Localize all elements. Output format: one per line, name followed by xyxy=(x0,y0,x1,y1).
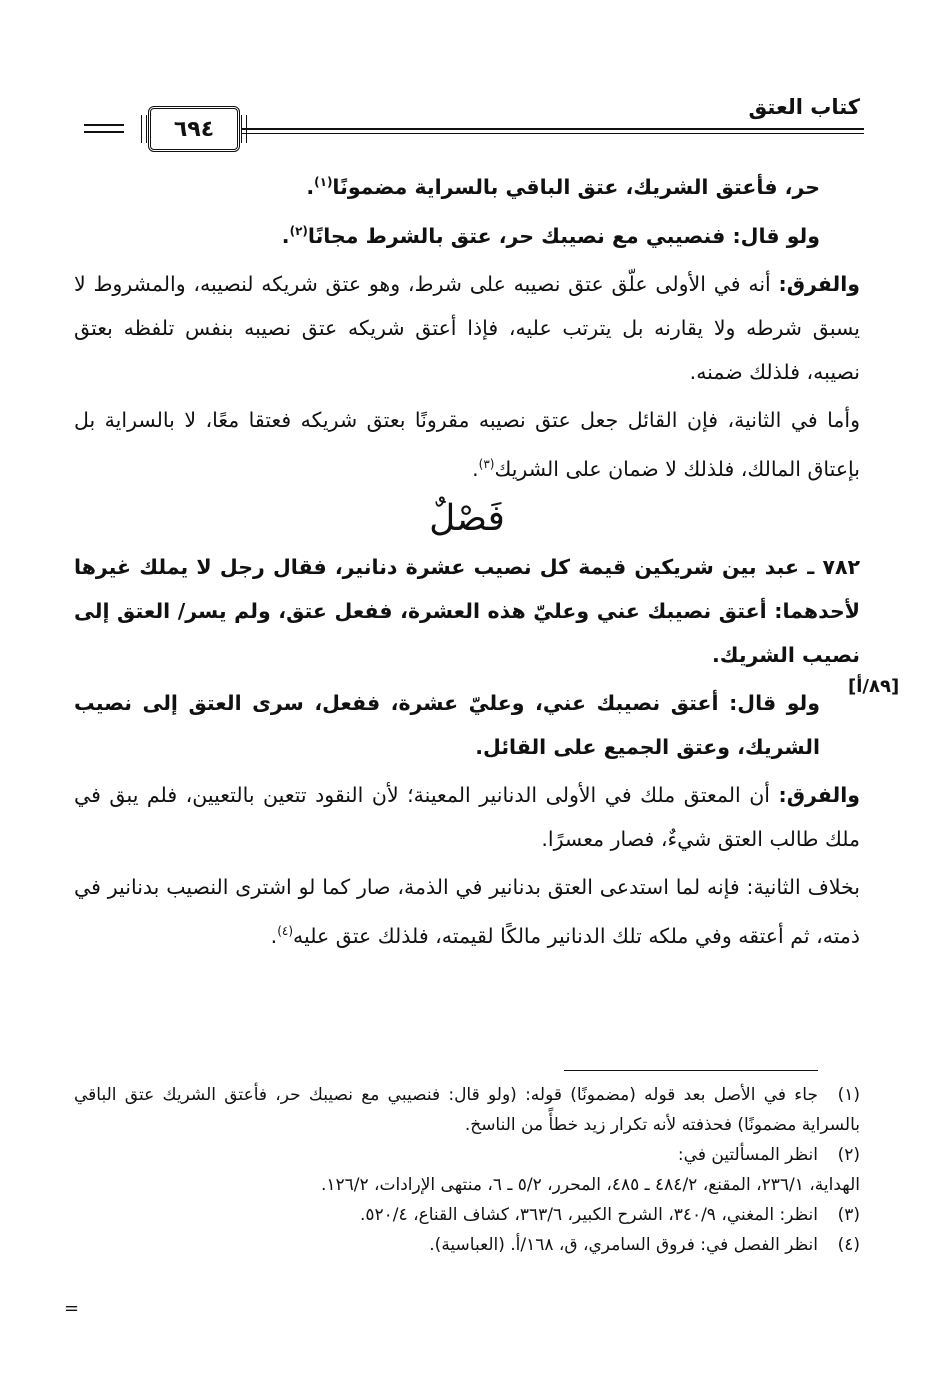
continuation-mark: = xyxy=(64,1298,80,1319)
footnote-text: جاء في الأصل بعد قوله (مضمونًا) قوله: (ولو قال: فنصيبي مع نصيبك حر، فأعتق الشريك عتق الباقي بالسراية مضمونًا) فحذفته لأنه تكرار زيد خطأً من الناسخ. xyxy=(74,1085,860,1135)
paragraph-text: أن المعتق ملك في الأولى الدنانير المعينة؛ لأن النقود تتعين بالتعيين، فلم يبق في ملك طالب العتق شيءٌ، فصار معسرًا. xyxy=(74,783,860,852)
paragraph-text: ولو قال: فنصيبي مع نصيبك حر، عتق بالشرط مجانًا xyxy=(307,223,820,248)
paragraph-text: وأما في الثانية، فإن القائل جعل عتق نصيبه مقرونًا بعتق شريكه فعتقا معًا، لا بالسراية بل بإعتاق المالك، فلذلك لا ضمان على الشريك xyxy=(74,407,860,481)
footnote-ref: (٤) xyxy=(277,924,294,939)
footnote xyxy=(74,1230,860,1260)
paragraph: ولو قال: فنصيبي مع نصيبك حر، عتق بالشرط مجانًا$^{(٢)}$. xyxy=(281,223,820,248)
paragraph-lead: والفرق: xyxy=(778,783,860,808)
footnote-text: الهداية، ٢٣٦/١، المقنع، ٤٨٤/٢ ـ ٤٨٥، المحرر، ٥/٢ ـ ٦، منتهى الإرادات، ١٢٦/٢. xyxy=(320,1175,860,1195)
footnote-text: انظر المسألتين في: xyxy=(677,1145,818,1165)
book-title: كتاب العتق xyxy=(748,95,860,119)
header-ornament xyxy=(84,131,124,133)
paragraph: بخلاف الثانية: فإنه لما استدعى العتق بدنانير في الذمة، صار كما لو اشترى النصيب بدنانير في ذمته، ثم أعتقه وفي ملكه تلك الدنانير مالكًا لقيمته، فلذلك عتق عليه$^{(٤)}$. xyxy=(74,875,860,949)
footnote-separator xyxy=(564,1070,818,1071)
paragraph xyxy=(74,262,860,394)
page-number: ٦٩٤ xyxy=(148,106,240,152)
footnote-text: انظر: المغني، ٣٤٠/٩، الشرح الكبير، ٣٦٣/٦، كشاف القناع، ٥٢٠/٤. xyxy=(360,1205,818,1225)
paragraph: وأما في الثانية، فإن القائل جعل عتق نصيبه مقرونًا بعتق شريكه فعتقا معًا، لا بالسراية بل بإعتاق المالك، فلذلك لا ضمان على الشريك$^{(٣)}$. xyxy=(74,407,860,481)
footnote-number: (١) xyxy=(837,1085,860,1105)
footnote-number: (٤) xyxy=(837,1235,860,1255)
footnote xyxy=(74,1080,860,1140)
header-rule-thin xyxy=(242,133,864,134)
page-header xyxy=(0,0,938,160)
numbered-issue: ٧٨٢ ـ عبد بين شريكين قيمة كل نصيب عشرة دنانير، فقال رجل لا يملك غيرها لأحدهما: أعتق نصيبك عني وعليّ هذه العشرة، ففعل عتق، ولم يسر/ العتق إلى نصيب الشريك. xyxy=(74,555,860,668)
footnote-continuation xyxy=(74,1170,860,1200)
footnotes xyxy=(74,1080,860,1260)
header-rule xyxy=(242,128,864,130)
header-ornament xyxy=(84,124,124,126)
paragraph xyxy=(74,773,860,861)
footnote-ref: (٢) xyxy=(289,223,308,238)
paragraph-text: أنه في الأولى علّق عتق نصيبه على شرط، وهو عتق شريكه لنصيبه، والمشروط لا يسبق شرطه ولا يقارنه بل يترتب عليه، فإذا أعتق شريكه عتق نصيبه بنفس تلفظه بعتق نصيبه، فلذلك ضمنه. xyxy=(74,271,860,384)
paragraph: ولو قال: أعتق نصيبك عني، وعليّ عشرة، ففعل، سرى العتق إلى نصيب الشريك، وعتق الجميع على القائل. xyxy=(74,691,820,760)
footnote-number: (٣) xyxy=(837,1205,860,1225)
paragraph: حر، فأعتق الشريك، عتق الباقي بالسراية مضمونًا$^{(١)}$. xyxy=(306,174,820,199)
section-heading: فَصْلٌ xyxy=(429,498,505,540)
footnote xyxy=(74,1140,860,1170)
footnote xyxy=(74,1200,860,1230)
footnote-text: انظر الفصل في: فروق السامري، ق، ١٦٨/أ. (العباسية). xyxy=(429,1235,818,1255)
paragraph-lead: والفرق: xyxy=(778,271,860,296)
footnote-ref: (٣) xyxy=(478,456,495,471)
footnote-number: (٢) xyxy=(837,1145,860,1165)
main-text xyxy=(74,160,860,958)
paragraph-text: بخلاف الثانية: فإنه لما استدعى العتق بدنانير في الذمة، صار كما لو اشترى النصيب بدنانير في ذمته، ثم أعتقه وفي ملكه تلك الدنانير مالكًا لقيمته، فلذلك عتق عليه xyxy=(74,875,860,949)
footnote-ref: (١) xyxy=(314,175,333,189)
paragraph-text: حر، فأعتق الشريك، عتق الباقي بالسراية مضمونًا xyxy=(332,174,820,199)
manuscript-folio-marker: [٨٩/أ] xyxy=(848,676,900,697)
